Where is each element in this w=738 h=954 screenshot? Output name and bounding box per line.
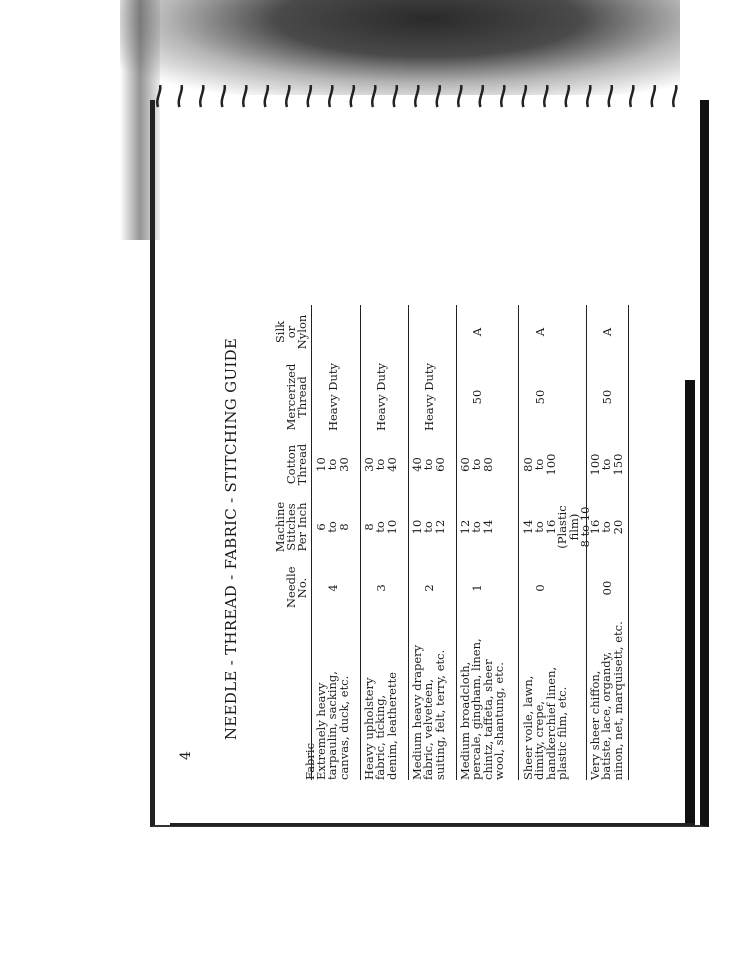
mercerized-cell: Heavy Duty: [374, 362, 388, 432]
fabric-cell: Very sheer chiffon, batiste, lace, organdy, ninon, net, marquisett, etc.: [588, 621, 625, 780]
silk-cell: A: [470, 327, 484, 337]
needle-cell: 1: [470, 584, 484, 592]
cotton-cell: 80 to 100: [521, 453, 558, 476]
cotton-cell: 30 to 40: [362, 457, 399, 472]
stitching-guide: [180, 220, 650, 780]
mercerized-cell: Heavy Duty: [422, 362, 436, 432]
header-mercerized: Mercerized Thread: [284, 363, 309, 431]
needle-cell: 4: [326, 584, 340, 592]
needle-cell: 2: [422, 584, 436, 592]
cotton-cell: 10 to 30: [314, 457, 351, 472]
needle-cell: 0: [533, 584, 547, 592]
silk-cell: A: [600, 327, 614, 337]
table-bottom-rule: [628, 305, 629, 780]
header-fabric: Fabric: [303, 742, 317, 780]
cotton-cell: 100 to 150: [588, 453, 625, 476]
stitches-cell: 10 to 12: [410, 519, 447, 535]
scan-shadow: [120, 0, 680, 95]
header-cotton: Cotton Thread: [284, 443, 309, 486]
stitches-cell: 12 to 14: [458, 519, 495, 535]
mercerized-cell: Heavy Duty: [326, 362, 340, 432]
stitches-cell: 6 to 8: [314, 521, 351, 533]
row-rule: [408, 305, 409, 780]
fabric-cell: Medium broadcloth, percale, gingham, linen, chintz, taffeta, sheer wool, shantung, etc.: [458, 638, 507, 780]
cotton-cell: 60 to 80: [458, 457, 495, 472]
mercerized-cell: 50: [533, 389, 547, 405]
needle-cell: 00: [600, 580, 614, 596]
mercerized-cell: 50: [470, 389, 484, 405]
header-stitches: Machine Stitches Per Inch: [273, 501, 309, 553]
header-rule: [311, 305, 312, 780]
row-rule: [456, 305, 457, 780]
silk-cell: A: [533, 327, 547, 337]
stitches-cell: 14 to 16 (Plastic film) 8 to 10: [521, 505, 593, 549]
row-rule: [586, 305, 587, 780]
row-rule: [360, 305, 361, 780]
page-edge: [685, 380, 695, 825]
fabric-cell: Heavy upholstery fabric, ticking, denim, leatherette: [362, 672, 399, 780]
row-rule: [518, 305, 519, 780]
page-title: NEEDLE - THREAD - FABRIC - STITCHING GUIDE: [222, 337, 240, 741]
header-needle: Needle No.: [284, 566, 309, 608]
needle-cell: 3: [374, 584, 388, 592]
page-bottom-edge: [170, 823, 695, 826]
stitches-cell: 8 to 10: [362, 519, 399, 535]
stitches-cell: 16 to 20: [588, 519, 625, 535]
header-silk: Silk or Nylon: [273, 314, 309, 350]
fabric-cell: Extremely heavy tarpaulin, sacking, canvas, duck, etc.: [314, 671, 351, 780]
cotton-cell: 40 to 60: [410, 457, 447, 472]
mercerized-cell: 50: [600, 389, 614, 405]
fabric-cell: Medium heavy drapery fabric, velveteen, suiting, felt, terry, etc.: [410, 644, 447, 780]
page-number: 4: [178, 751, 194, 760]
fabric-cell: Sheer voile, lawn, dimity, crepe, handkerchief linen, plastic film, etc.: [521, 666, 570, 780]
